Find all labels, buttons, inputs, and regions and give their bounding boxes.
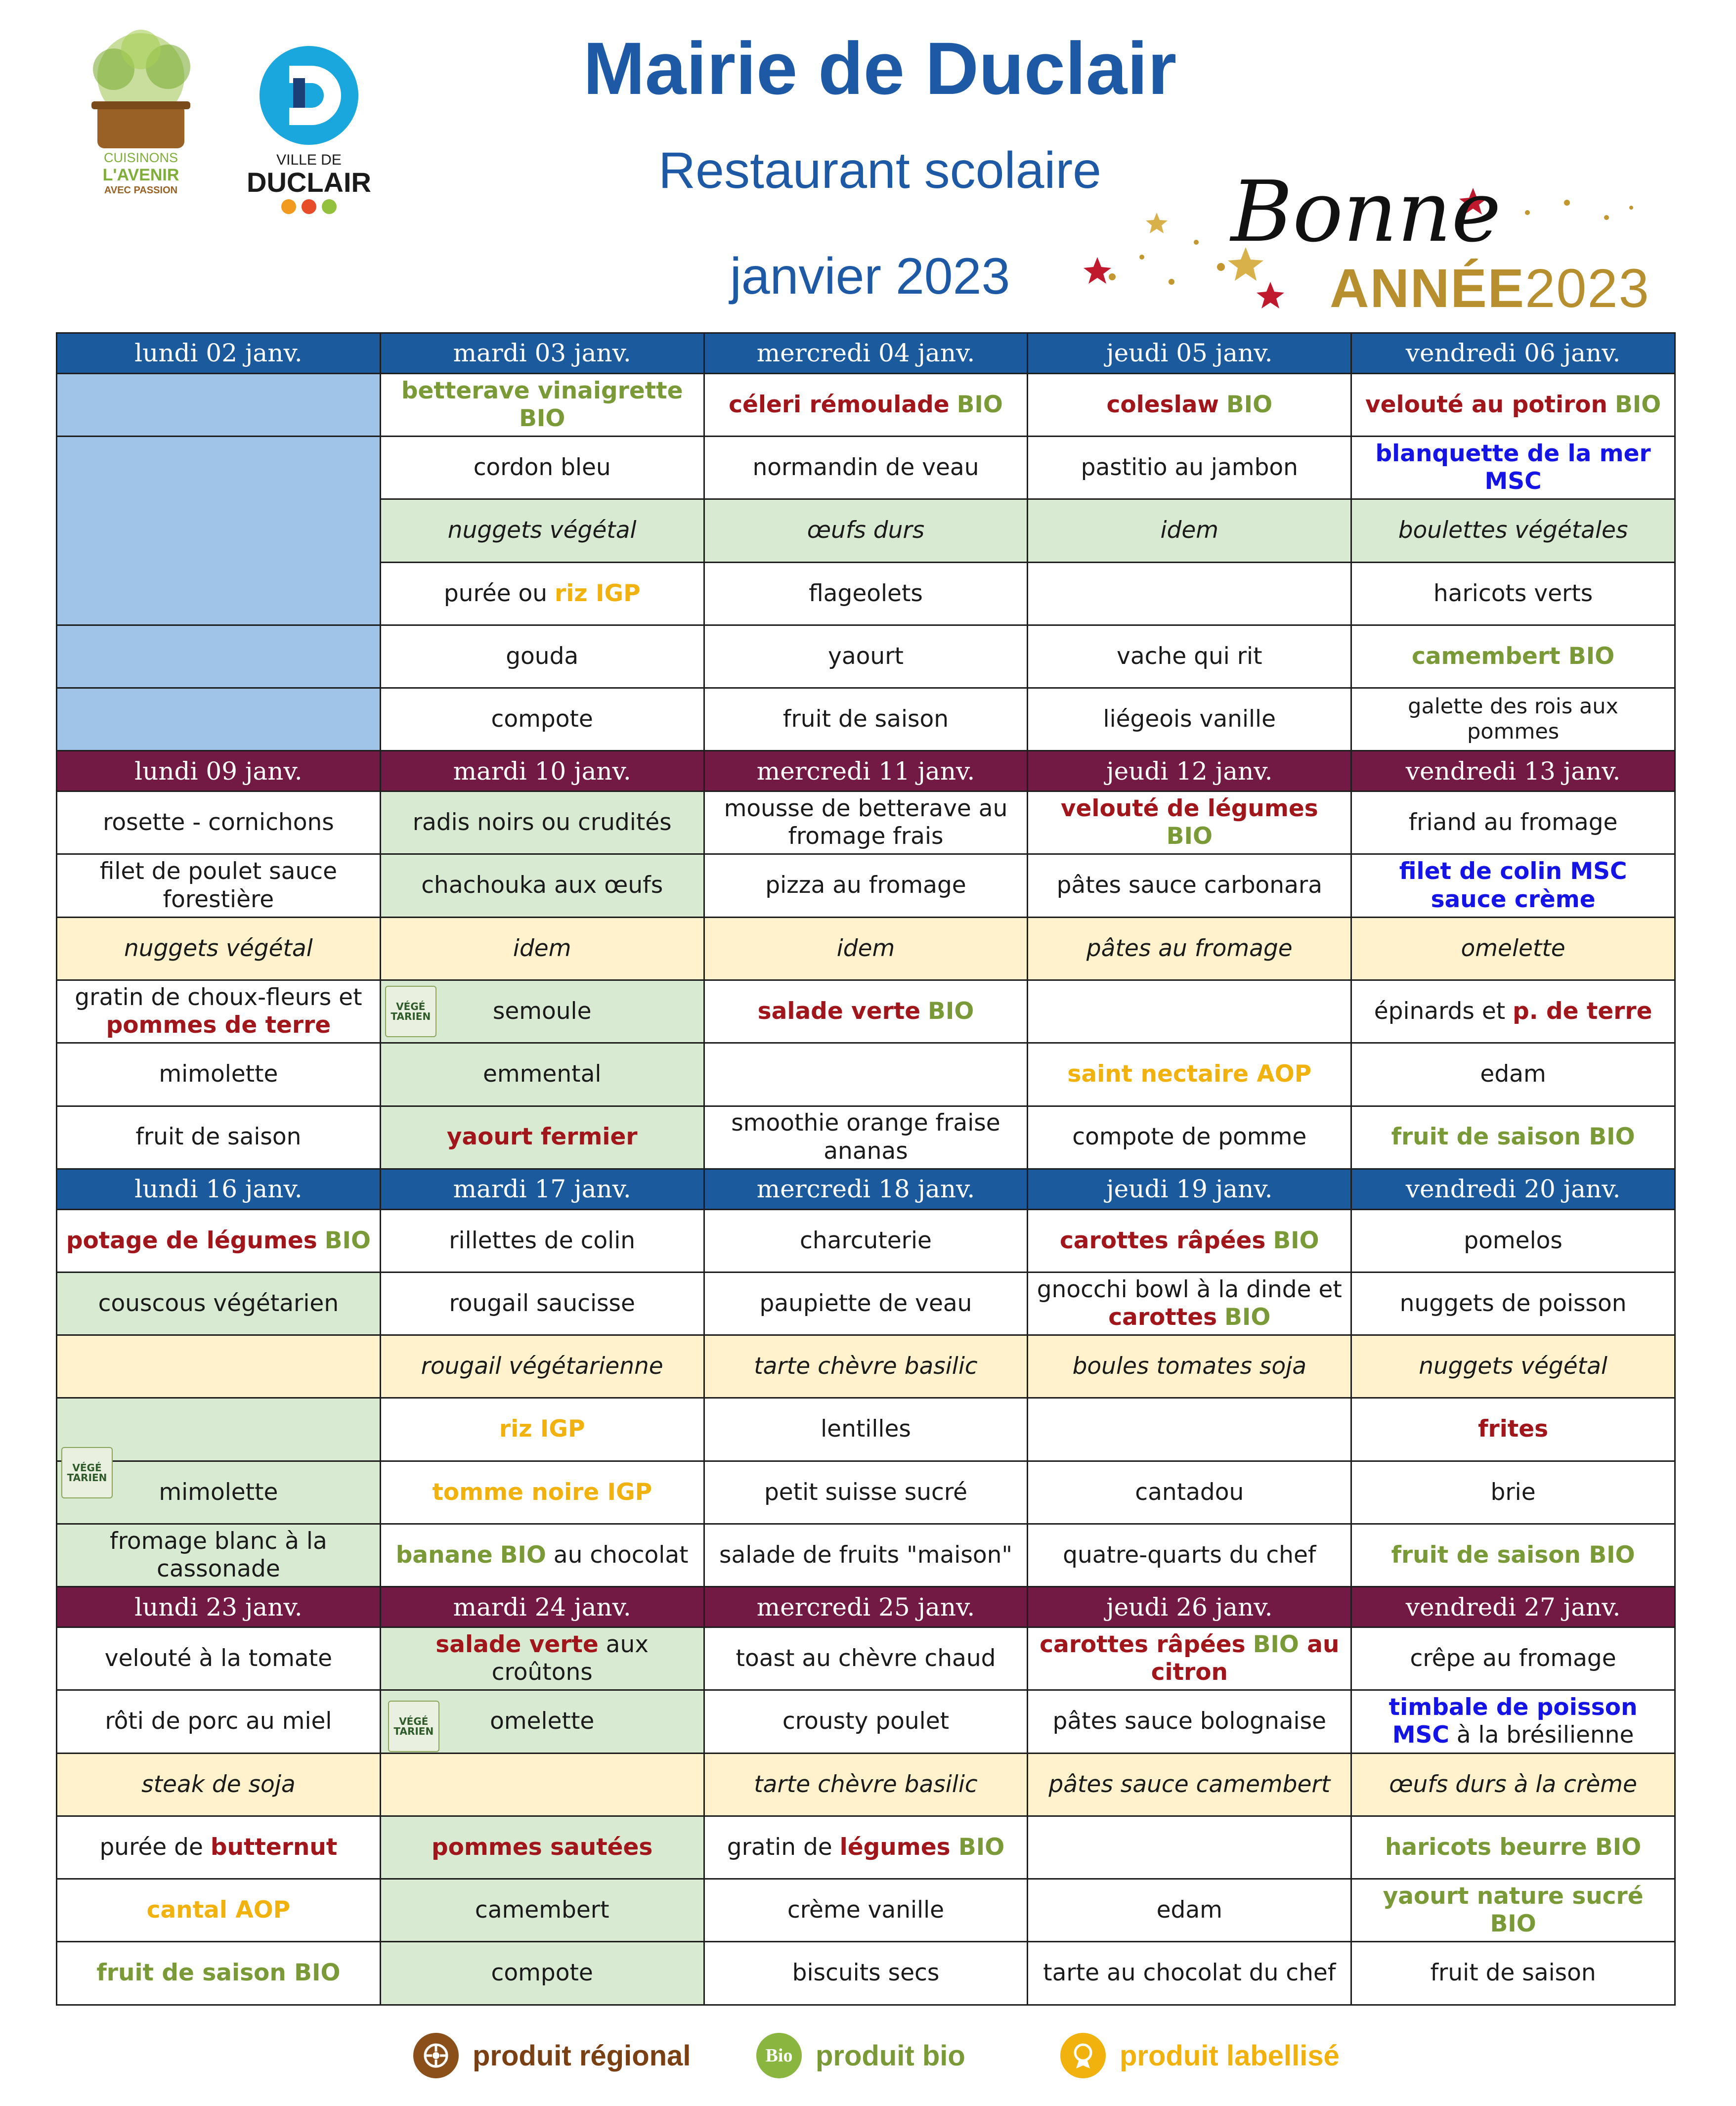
cuisinons-text-2: L'AVENIR <box>102 166 179 184</box>
menu-cell: nuggets végétal <box>1351 1335 1675 1398</box>
menu-cell: toast au chèvre chaud <box>704 1627 1028 1690</box>
menu-cell: pomelos <box>1351 1209 1675 1272</box>
dish-bio: betterave vinaigrette BIO <box>401 377 683 432</box>
ville-duclair-logo <box>237 44 381 226</box>
day-header: vendredi 27 janv. <box>1351 1587 1675 1627</box>
badge-text-1: VÉGÉ <box>396 1001 426 1013</box>
menu-cell <box>1028 373 1351 436</box>
menu-cell <box>1028 1209 1351 1272</box>
month-label: janvier 2023 <box>730 248 1010 305</box>
menu-cell: velouté à la tomate <box>57 1627 381 1690</box>
menu-cell-holiday <box>57 437 381 625</box>
dish-text: épinards et <box>1374 997 1513 1025</box>
menu-cell: tarte chèvre basilic <box>704 1335 1028 1398</box>
week-header-row <box>57 333 1675 374</box>
vegetarian-badge <box>385 986 436 1037</box>
menu-cell: steak de soja <box>57 1753 381 1816</box>
dish-text: purée de <box>99 1833 211 1861</box>
menu-cell: couscous végétarien <box>57 1272 381 1335</box>
menu-cell <box>1351 437 1675 499</box>
menu-cell: petit suisse sucré <box>704 1461 1028 1524</box>
menu-table <box>56 332 1676 2006</box>
greeting-annee-word: ANNÉE <box>1330 258 1525 319</box>
dish-regional: carottes <box>1108 1304 1217 1331</box>
menu-cell <box>1028 1627 1351 1690</box>
cuisinons-logo <box>67 30 215 218</box>
vegetarian-badge <box>61 1447 113 1498</box>
menu-cell <box>1351 1106 1675 1169</box>
menu-row-cheese <box>57 1043 1675 1106</box>
menu-row-alt <box>57 1335 1675 1398</box>
dish-regional: au citron <box>1151 1630 1340 1686</box>
dish-bio: camembert BIO <box>1411 642 1615 670</box>
menu-cell: œufs durs à la crème <box>1351 1753 1675 1816</box>
bio-tag: BIO <box>956 391 1003 418</box>
menu-cell <box>1028 562 1351 625</box>
menu-cell <box>380 1690 704 1753</box>
dish-regional: pommes sautées <box>431 1833 653 1861</box>
badge-text-2: TARIEN <box>391 1010 431 1023</box>
menu-cell <box>57 1942 381 2005</box>
week-header-row <box>57 1587 1675 1627</box>
bio-tag: BIO <box>1166 823 1213 850</box>
day-header: mercredi 11 janv. <box>704 751 1028 791</box>
menu-cell: fruit de saison <box>57 1106 381 1169</box>
menu-cell: gouda <box>380 625 704 688</box>
menu-cell: pastitio au jambon <box>1028 437 1351 499</box>
label-icon <box>1060 2033 1106 2078</box>
dish-regional: yaourt fermier <box>446 1123 638 1151</box>
legend-regional-label: produit régional <box>473 2039 691 2072</box>
menu-cell: liégeois vanille <box>1028 688 1351 751</box>
menu-cell <box>1028 980 1351 1043</box>
menu-cell <box>57 1816 381 1879</box>
day-header: mardi 03 janv. <box>380 333 704 374</box>
menu-cell: rougail végétarienne <box>380 1335 704 1398</box>
dish-bio: haricots beurre BIO <box>1385 1833 1642 1861</box>
menu-cell <box>380 562 704 625</box>
menu-cell <box>380 1524 704 1586</box>
page-title: Mairie de Duclair <box>583 27 1177 110</box>
day-header: lundi 09 janv. <box>57 751 381 791</box>
menu-cell: brie <box>1351 1461 1675 1524</box>
dish-text: omelette <box>490 1708 595 1735</box>
menu-cell: rougail saucisse <box>380 1272 704 1335</box>
menu-cell <box>1351 1690 1675 1753</box>
dish-text: gnocchi bowl à la dinde et <box>1037 1275 1342 1303</box>
menu-cell: pâtes sauce carbonara <box>1028 854 1351 917</box>
dish-labelled: riz IGP <box>499 1415 585 1443</box>
menu-row-starter <box>57 791 1675 854</box>
day-header: lundi 23 janv. <box>57 1587 381 1627</box>
menu-cell: œufs durs <box>704 499 1028 562</box>
dish-bio: fruit de saison BIO <box>1391 1123 1635 1151</box>
legend-bio <box>756 2031 965 2080</box>
bio-tag: BIO <box>1614 391 1661 418</box>
dish-regional: pommes de terre <box>106 1011 331 1039</box>
dish-text: gratin de choux-fleurs et <box>75 983 362 1011</box>
menu-cell <box>1028 1043 1351 1106</box>
menu-cell: salade de fruits "maison" <box>704 1524 1028 1586</box>
menu-cell: paupiette de veau <box>704 1272 1028 1335</box>
menu-cell: compote <box>380 688 704 751</box>
badge-text-1: VÉGÉ <box>72 1461 102 1474</box>
bio-tag: BIO <box>500 1541 546 1569</box>
dish-text: au chocolat <box>546 1541 689 1569</box>
new-year-greeting <box>1083 163 1651 326</box>
menu-cell: idem <box>704 917 1028 980</box>
menu-row-side <box>57 980 1675 1043</box>
bio-tag: BIO <box>1253 1630 1299 1658</box>
dish-text: purée ou <box>443 579 555 607</box>
menu-cell: chachouka aux œufs <box>380 854 704 917</box>
bio-tag: BIO <box>928 997 974 1025</box>
menu-cell <box>57 1335 381 1398</box>
week-header-row <box>57 1169 1675 1209</box>
menu-row-starter <box>57 1209 1675 1272</box>
dish-labelled: cantal AOP <box>146 1896 291 1924</box>
menu-cell: idem <box>1028 499 1351 562</box>
vegetarian-badge <box>388 1701 439 1752</box>
menu-cell-holiday <box>57 688 381 751</box>
dish-text: gratin de <box>727 1833 840 1861</box>
menu-cell: camembert <box>380 1879 704 1942</box>
menu-cell: pizza au fromage <box>704 854 1028 917</box>
dish-msc: filet de colin MSC sauce crème <box>1399 858 1627 913</box>
menu-cell: nuggets végétal <box>380 499 704 562</box>
day-header: lundi 02 janv. <box>57 333 381 374</box>
menu-cell <box>380 1816 704 1879</box>
legend-bio-label: produit bio <box>816 2039 965 2072</box>
menu-cell: lentilles <box>704 1398 1028 1461</box>
day-header: mardi 17 janv. <box>380 1169 704 1209</box>
menu-cell: mimolette <box>57 1043 381 1106</box>
bio-tag: BIO <box>1224 1304 1271 1331</box>
dish-regional: carottes râpées <box>1040 1630 1246 1658</box>
menu-cell <box>1351 1816 1675 1879</box>
dish-labelled: saint nectaire AOP <box>1067 1060 1312 1088</box>
menu-row-main <box>57 437 1675 499</box>
menu-cell <box>704 1043 1028 1106</box>
dish-bio: fruit de saison BIO <box>96 1959 341 1987</box>
menu-row-cheese <box>57 1461 1675 1524</box>
menu-cell-holiday <box>57 373 381 436</box>
dish-regional: p. de terre <box>1513 997 1652 1025</box>
day-header: jeudi 05 janv. <box>1028 333 1351 374</box>
greeting-bonne: Bonne <box>1231 163 1501 261</box>
dish-msc: timbale de poisson MSC <box>1389 1694 1638 1749</box>
dish-regional: salade verte <box>757 997 921 1025</box>
menu-cell: idem <box>380 917 704 980</box>
menu-cell: rosette - cornichons <box>57 791 381 854</box>
menu-cell: radis noirs ou crudités <box>380 791 704 854</box>
day-header: mercredi 18 janv. <box>704 1169 1028 1209</box>
menu-row-alt <box>57 917 1675 980</box>
menu-cell <box>57 1209 381 1272</box>
menu-cell: tarte au chocolat du chef <box>1028 1942 1351 2005</box>
menu-cell <box>1028 1816 1351 1879</box>
menu-cell: compote <box>380 1942 704 2005</box>
menu-cell: crème vanille <box>704 1879 1028 1942</box>
menu-cell: pâtes au fromage <box>1028 917 1351 980</box>
bio-tag: BIO <box>950 1833 1005 1861</box>
menu-row-main <box>57 1690 1675 1753</box>
dish-text: mimolette <box>159 1478 278 1506</box>
menu-row-starter <box>57 1627 1675 1690</box>
menu-cell: vache qui rit <box>1028 625 1351 688</box>
menu-cell: tarte chèvre basilic <box>704 1753 1028 1816</box>
menu-cell: smoothie orange fraise ananas <box>704 1106 1028 1169</box>
day-header: mercredi 04 janv. <box>704 333 1028 374</box>
menu-cell: fruit de saison <box>1351 1942 1675 2005</box>
greeting-year: 2023 <box>1525 258 1650 319</box>
menu-cell: friand au fromage <box>1351 791 1675 854</box>
regional-icon <box>413 2033 459 2078</box>
menu-cell <box>1351 625 1675 688</box>
greeting-annee <box>1330 257 1650 320</box>
dish-regional: coleslaw <box>1106 391 1219 418</box>
menu-cell <box>1351 1524 1675 1586</box>
menu-cell: filet de poulet sauce forestière <box>57 854 381 917</box>
menu-cell: rillettes de colin <box>380 1209 704 1272</box>
menu-cell <box>57 980 381 1043</box>
day-header: mercredi 25 janv. <box>704 1587 1028 1627</box>
menu-cell <box>704 1816 1028 1879</box>
day-header: jeudi 19 janv. <box>1028 1169 1351 1209</box>
menu-cell: galette des rois aux pommes <box>1351 688 1675 751</box>
page-subtitle: Restaurant scolaire <box>658 142 1101 199</box>
day-header: jeudi 26 janv. <box>1028 1587 1351 1627</box>
menu-row-side <box>57 1398 1675 1461</box>
dish-regional: butternut <box>210 1833 338 1861</box>
week-header-row <box>57 751 1675 791</box>
menu-cell: fruit de saison <box>704 688 1028 751</box>
menu-row-alt <box>57 1753 1675 1816</box>
menu-cell: edam <box>1351 1043 1675 1106</box>
cuisinons-text-3: AVEC PASSION <box>104 185 178 196</box>
menu-cell <box>704 373 1028 436</box>
menu-cell: biscuits secs <box>704 1942 1028 2005</box>
day-header: vendredi 20 janv. <box>1351 1169 1675 1209</box>
dish-text: semoule <box>492 997 592 1025</box>
legend-label <box>1060 2031 1340 2080</box>
dish-bio: fruit de saison BIO <box>1391 1541 1635 1569</box>
bio-icon-text: Bio <box>765 2045 793 2066</box>
menu-cell <box>380 980 704 1043</box>
menu-row-starter <box>57 373 1675 436</box>
menu-cell: nuggets végétal <box>57 917 381 980</box>
menu-cell: boules tomates soja <box>1028 1335 1351 1398</box>
menu-cell <box>1351 1879 1675 1942</box>
menu-cell: compote de pomme <box>1028 1106 1351 1169</box>
menu-cell: cordon bleu <box>380 437 704 499</box>
dish-text: à la brésilienne <box>1449 1721 1634 1749</box>
menu-cell <box>380 1753 704 1816</box>
menu-row-dessert <box>57 1942 1675 2005</box>
legend-label-label: produit labellisé <box>1120 2039 1340 2072</box>
dish-regional: velouté de légumes <box>1060 794 1318 822</box>
menu-cell: fromage blanc à la cassonade <box>57 1524 381 1586</box>
menu-cell <box>1028 1398 1351 1461</box>
badge-text-1: VÉGÉ <box>399 1715 429 1728</box>
ville-de-text: VILLE DE <box>276 152 342 168</box>
badge-text-2: TARIEN <box>67 1471 107 1484</box>
menu-cell: boulettes végétales <box>1351 499 1675 562</box>
menu-cell <box>1351 980 1675 1043</box>
menu-cell: mousse de betterave au fromage frais <box>704 791 1028 854</box>
dish-regional: potage de légumes <box>66 1227 317 1254</box>
dish-bio: banane <box>395 1541 493 1569</box>
menu-cell: crêpe au fromage <box>1351 1627 1675 1690</box>
cuisinons-text-1: CUISINONS <box>103 150 178 165</box>
dish-regional: velouté au potiron <box>1365 391 1608 418</box>
menu-cell <box>1351 1398 1675 1461</box>
day-header: jeudi 12 janv. <box>1028 751 1351 791</box>
menu-cell <box>57 1879 381 1942</box>
day-header: mardi 24 janv. <box>380 1587 704 1627</box>
menu-row-dessert <box>57 1106 1675 1169</box>
menu-cell: crousty poulet <box>704 1690 1028 1753</box>
menu-cell <box>380 1461 704 1524</box>
menu-cell: pâtes sauce camembert <box>1028 1753 1351 1816</box>
dish-labelled: tomme noire IGP <box>432 1478 652 1506</box>
menu-row-cheese <box>57 1879 1675 1942</box>
menu-cell <box>704 980 1028 1043</box>
bio-tag: BIO <box>324 1227 371 1254</box>
bio-icon <box>756 2033 802 2078</box>
menu-cell <box>1028 1272 1351 1335</box>
menu-cell <box>380 373 704 436</box>
day-header: vendredi 13 janv. <box>1351 751 1675 791</box>
menu-row-main <box>57 854 1675 917</box>
menu-cell: emmental <box>380 1043 704 1106</box>
menu-cell <box>1351 373 1675 436</box>
bio-tag: BIO <box>1273 1227 1319 1254</box>
ville-dots <box>237 199 381 216</box>
menu-cell: rôti de porc au miel <box>57 1690 381 1753</box>
menu-cell: cantadou <box>1028 1461 1351 1524</box>
dish-msc: blanquette de la mer MSC <box>1375 439 1651 495</box>
menu-row-main <box>57 1272 1675 1335</box>
badge-text-2: TARIEN <box>393 1725 434 1738</box>
dish-regional: frites <box>1478 1415 1549 1443</box>
menu-row-cheese <box>57 625 1675 688</box>
menu-cell: charcuterie <box>704 1209 1028 1272</box>
dish-text: aux croûtons <box>491 1630 649 1686</box>
menu-cell: flageolets <box>704 562 1028 625</box>
day-header: vendredi 06 janv. <box>1351 333 1675 374</box>
menu-cell <box>380 1106 704 1169</box>
menu-cell: yaourt <box>704 625 1028 688</box>
menu-cell: quatre-quarts du chef <box>1028 1524 1351 1586</box>
menu-cell: omelette <box>1351 917 1675 980</box>
menu-row-dessert <box>57 688 1675 751</box>
menu-cell-holiday <box>57 625 381 688</box>
menu-cell: pâtes sauce bolognaise <box>1028 1690 1351 1753</box>
menu-cell <box>380 1398 704 1461</box>
menu-cell: nuggets de poisson <box>1351 1272 1675 1335</box>
dish-regional: légumes <box>839 1833 951 1861</box>
dish-regional: carottes râpées <box>1059 1227 1266 1254</box>
dish-regional: salade verte <box>435 1630 599 1658</box>
bio-tag: BIO <box>1226 391 1273 418</box>
dish-bio: yaourt nature sucré BIO <box>1383 1882 1644 1938</box>
ville-name-text: DUCLAIR <box>247 167 371 198</box>
menu-cell <box>1028 791 1351 854</box>
menu-cell: edam <box>1028 1879 1351 1942</box>
menu-row-dessert <box>57 1524 1675 1586</box>
legend-regional <box>413 2031 691 2080</box>
menu-row-side <box>57 1816 1675 1879</box>
menu-cell <box>380 1627 704 1690</box>
day-header: mardi 10 janv. <box>380 751 704 791</box>
menu-cell <box>1351 854 1675 917</box>
dish-labelled: riz IGP <box>555 579 641 607</box>
menu-cell: normandin de veau <box>704 437 1028 499</box>
day-header: lundi 16 janv. <box>57 1169 381 1209</box>
menu-cell: haricots verts <box>1351 562 1675 625</box>
dish-regional: céleri rémoulade <box>729 391 950 418</box>
menu-cell <box>57 1461 381 1524</box>
